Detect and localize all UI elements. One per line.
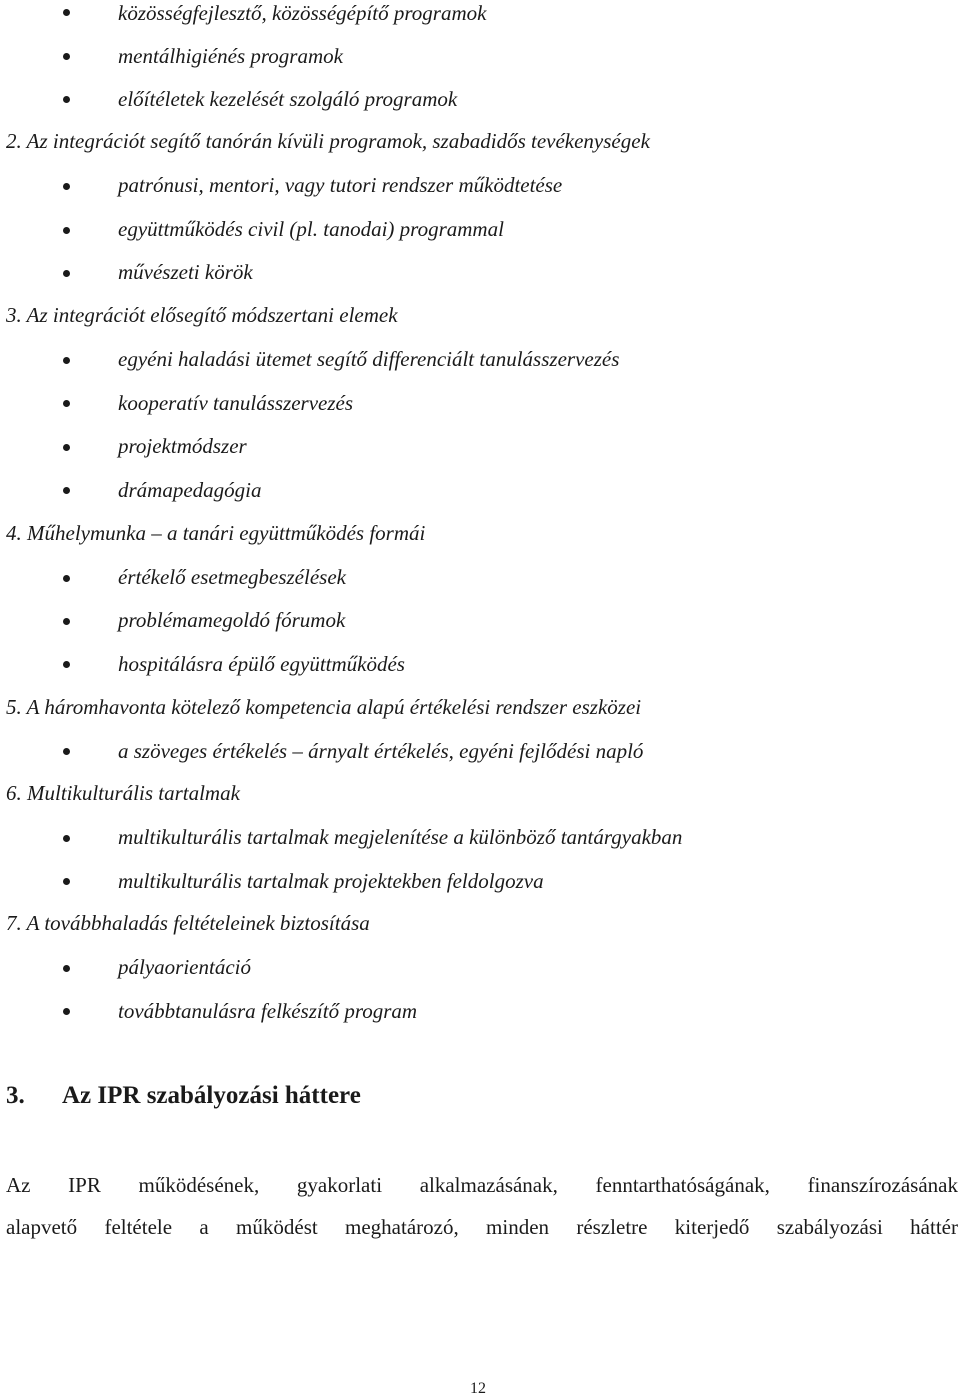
section-heading: 3. Az integrációt elősegítő módszertani elemek xyxy=(6,303,398,327)
bullet-icon xyxy=(63,965,70,972)
section-heading: 5. A háromhavonta kötelező kompetencia alapú értékelési rendszer eszközei xyxy=(6,695,642,719)
list-item: előítéletek kezelését szolgáló programok xyxy=(118,87,458,111)
list-item: hospitálásra épülő együttműködés xyxy=(118,652,405,676)
bullet-icon xyxy=(63,661,70,668)
chapter-title: Az IPR szabályozási háttere xyxy=(62,1082,361,1109)
paragraph-line: alapvető feltétele a működést meghatározó, minden részletre kiterjedő szabályozási háttér xyxy=(6,1215,958,1239)
list-item: értékelő esetmegbeszélések xyxy=(118,565,346,589)
bullet-icon xyxy=(63,9,70,16)
bullet-icon xyxy=(63,487,70,494)
paragraph-line: Az IPR működésének, gyakorlati alkalmazásának, fenntarthatóságának, finanszírozásának xyxy=(6,1173,958,1197)
section-heading: 6. Multikulturális tartalmak xyxy=(6,781,240,805)
section-heading: 4. Műhelymunka – a tanári együttműködés formái xyxy=(6,521,426,545)
bullet-icon xyxy=(63,748,70,755)
section-heading: 7. A továbbhaladás feltételeinek biztosítása xyxy=(6,911,370,935)
chapter-heading xyxy=(6,1080,361,1112)
section-heading: 2. Az integrációt segítő tanórán kívüli programok, szabadidős tevékenységek xyxy=(6,129,650,153)
bullet-icon xyxy=(63,575,70,582)
bullet-icon xyxy=(63,878,70,885)
list-item: kooperatív tanulásszervezés xyxy=(118,391,354,415)
list-item: pályaorientáció xyxy=(118,955,251,979)
chapter-number: 3. xyxy=(6,1082,25,1109)
bullet-icon xyxy=(63,444,70,451)
list-item: egyéni haladási ütemet segítő differenciált tanulásszervezés xyxy=(118,347,620,371)
bullet-icon xyxy=(63,835,70,842)
bullet-icon xyxy=(63,53,70,60)
list-item: drámapedagógia xyxy=(118,478,262,502)
bullet-icon xyxy=(63,183,70,190)
bullet-icon xyxy=(63,618,70,625)
list-item: multikulturális tartalmak projektekben feldolgozva xyxy=(118,869,544,893)
bullet-icon xyxy=(63,227,70,234)
list-item: patrónusi, mentori, vagy tutori rendszer működtetése xyxy=(118,173,563,197)
list-item: mentálhigiénés programok xyxy=(118,44,343,68)
list-item: multikulturális tartalmak megjelenítése a különböző tantárgyakban xyxy=(118,825,683,849)
list-item: együttműködés civil (pl. tanodai) programmal xyxy=(118,217,504,241)
list-item: problémamegoldó fórumok xyxy=(118,608,346,632)
list-item: továbbtanulásra felkészítő program xyxy=(118,999,418,1023)
list-item: művészeti körök xyxy=(118,260,253,284)
list-item: közösségfejlesztő, közösségépítő programok xyxy=(118,1,487,25)
list-item: a szöveges értékelés – árnyalt értékelés, egyéni fejlődési napló xyxy=(118,739,644,763)
bullet-icon xyxy=(63,1008,70,1015)
bullet-icon xyxy=(63,357,70,364)
bullet-icon xyxy=(63,400,70,407)
page-number: 12 xyxy=(470,1380,486,1397)
bullet-icon xyxy=(63,96,70,103)
list-item: projektmódszer xyxy=(118,434,247,458)
bullet-icon xyxy=(63,270,70,277)
